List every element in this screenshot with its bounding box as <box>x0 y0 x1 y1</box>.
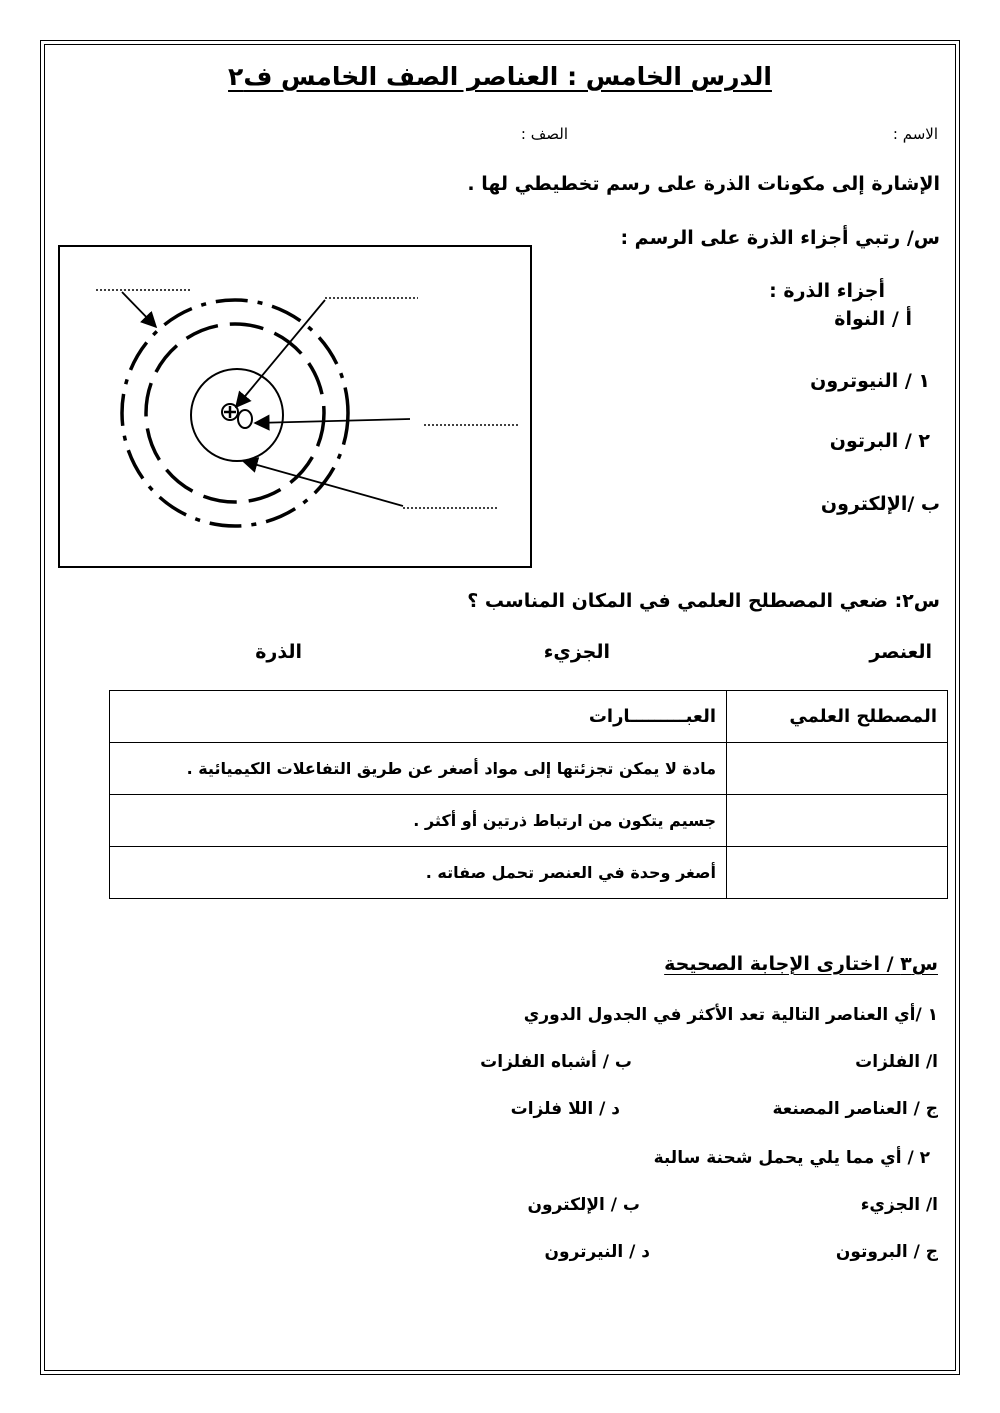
atom-part-neutron: ١ / النيوترون <box>810 370 930 392</box>
name-label: الاسم : <box>892 125 938 143</box>
terms-table <box>109 690 948 899</box>
statement-1: مادة لا يمكن تجزئتها إلى مواد أصغر عن طريق التفاعلات الكيميائية . <box>110 743 727 795</box>
statement-3: أصغر وحدة في العنصر تحمل صفاته . <box>110 847 727 899</box>
answer-cell-1[interactable] <box>727 743 948 795</box>
page-title: الدرس الخامس : العناصر الصف الخامس ف٢ <box>228 62 772 91</box>
mcq-1-option-d[interactable]: د / اللا فلزات <box>510 1099 620 1119</box>
intro-text: الإشارة إلى مكونات الذرة على رسم تخطيطي لها . <box>467 173 940 195</box>
answer-cell-3[interactable] <box>727 847 948 899</box>
class-label: الصف : <box>520 125 568 143</box>
atom-parts-heading: أجزاء الذرة : <box>769 280 885 302</box>
mcq-1-option-a[interactable]: ا/ الفلزات <box>855 1052 938 1072</box>
table-header-row <box>110 691 948 743</box>
statement-2: جسيم يتكون من ارتباط ذرتين أو أكثر . <box>110 795 727 847</box>
mcq-2-text: ٢ / أي مما يلي يحمل شحنة سالبة <box>653 1148 930 1168</box>
table-row <box>110 743 948 795</box>
atom-diagram <box>58 245 532 568</box>
atom-part-nucleus: أ / النواة <box>834 308 912 330</box>
word-bank-element: العنصر <box>869 641 932 663</box>
word-bank-molecule: الجزيء <box>543 641 610 663</box>
atom-diagram-icon <box>60 247 530 566</box>
table-row <box>110 847 948 899</box>
q3-prompt: س٣ / اختارى الإجابة الصحيحة <box>664 953 938 975</box>
header-term: المصطلح العلمي <box>727 691 948 743</box>
mcq-2-option-b[interactable]: ب / الإلكترون <box>527 1195 640 1215</box>
mcq-1-option-c[interactable]: ج / العناصر المصنعة <box>772 1099 938 1119</box>
table-row <box>110 795 948 847</box>
mcq-2-option-d[interactable]: د / النيرترون <box>544 1242 650 1262</box>
atom-part-proton: ٢ / البرتون <box>829 430 930 452</box>
header-statements <box>110 691 727 743</box>
mcq-1-option-b[interactable]: ب / أشباه الفلزات <box>480 1052 632 1072</box>
q1-prompt: س/ رتبي أجزاء الذرة على الرسم : <box>620 227 940 249</box>
atom-part-electron: ب /الإلكترون <box>820 493 940 515</box>
answer-cell-2[interactable] <box>727 795 948 847</box>
q2-prompt: س٢: ضعي المصطلح العلمي في المكان المناسب ؟ <box>467 590 940 612</box>
mcq-2-option-c[interactable]: ج / البروتون <box>835 1242 938 1262</box>
word-bank-atom: الذرة <box>255 641 302 663</box>
header-statements-label: العبـــــــــارات <box>588 706 716 727</box>
mcq-1-text: ١ /أي العناصر التالية تعد الأكثر في الجدول الدوري <box>523 1005 938 1025</box>
mcq-2-option-a[interactable]: ا/ الجزيء <box>860 1195 938 1215</box>
